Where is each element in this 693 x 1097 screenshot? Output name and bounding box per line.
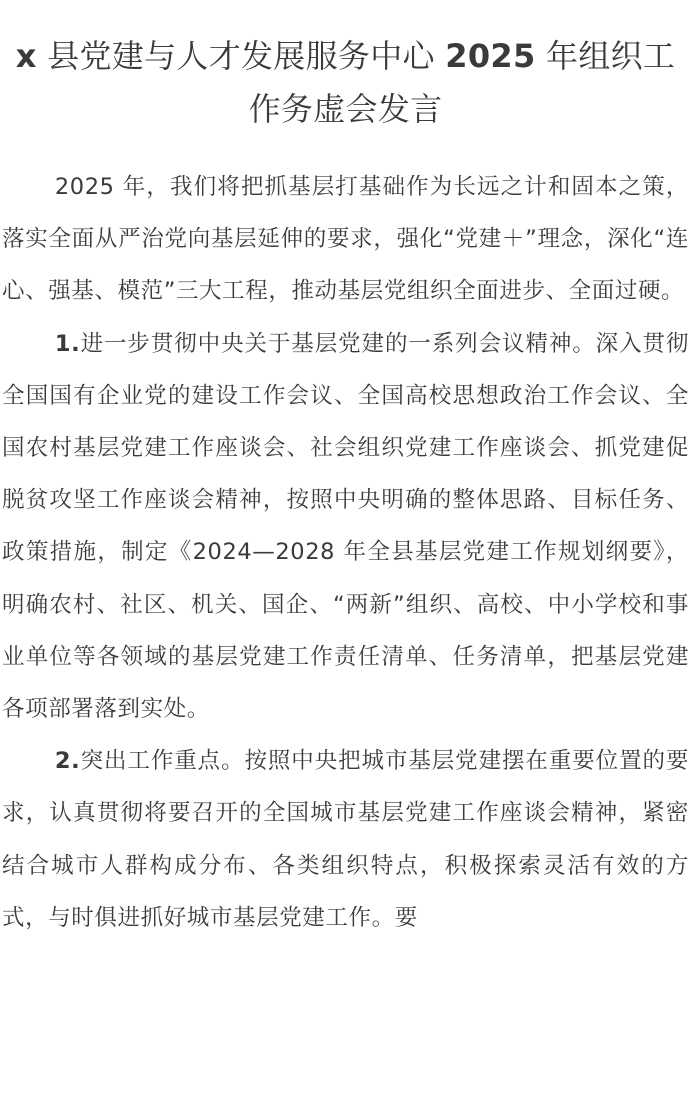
paragraph-intro: [2, 161, 689, 318]
paragraph-number: 2.: [54, 748, 81, 775]
title-year: 2025: [445, 37, 536, 75]
title-middle: 县党建与人才发展服务中心: [47, 37, 435, 75]
title-suffix: 年组织工作务虚会发言: [248, 37, 676, 128]
document-body: [2, 161, 689, 944]
paragraph-text: 2025 年，我们将把抓基层打基础作为长远之计和固本之策，落实全面从严治党向基层延伸的要求，强化“党建＋”理念，深化“连心、强基、模范”三大工程，推动基层党组织全面进步、全面过硬。: [2, 174, 689, 305]
title-prefix: x: [15, 37, 37, 75]
paragraph-2: [2, 735, 689, 944]
document-title: [2, 30, 689, 136]
paragraph-text: 突出工作重点。按照中央把城市基层党建摆在重要位置的要求，认真贯彻将要召开的全国城市基层党建工作座谈会精神，紧密结合城市人群构成分布、各类组织特点，积极探索灵活有效的方式，与时俱进抓好城市基层党建工作。要: [2, 748, 689, 931]
paragraph-number: 1.: [54, 330, 81, 357]
paragraph-1: [2, 318, 689, 736]
paragraph-text: 进一步贯彻中央关于基层党建的一系列会议精神。深入贯彻全国国有企业党的建设工作会议、全国高校思想政治工作会议、全国农村基层党建工作座谈会、社会组织党建工作座谈会、抓党建促脱贫攻坚工作座谈会精神，按照中央明确的整体思路、目标任务、政策措施，制定《2024—2028 年全县基层党建工作规划纲要》，明确农村、社区、机关、国企、“两新”组织、高校、中小学校和事业单位等各领域的基层党建工作责任清单、任务清单，把基层党建各项部署落到实处。: [2, 330, 689, 723]
